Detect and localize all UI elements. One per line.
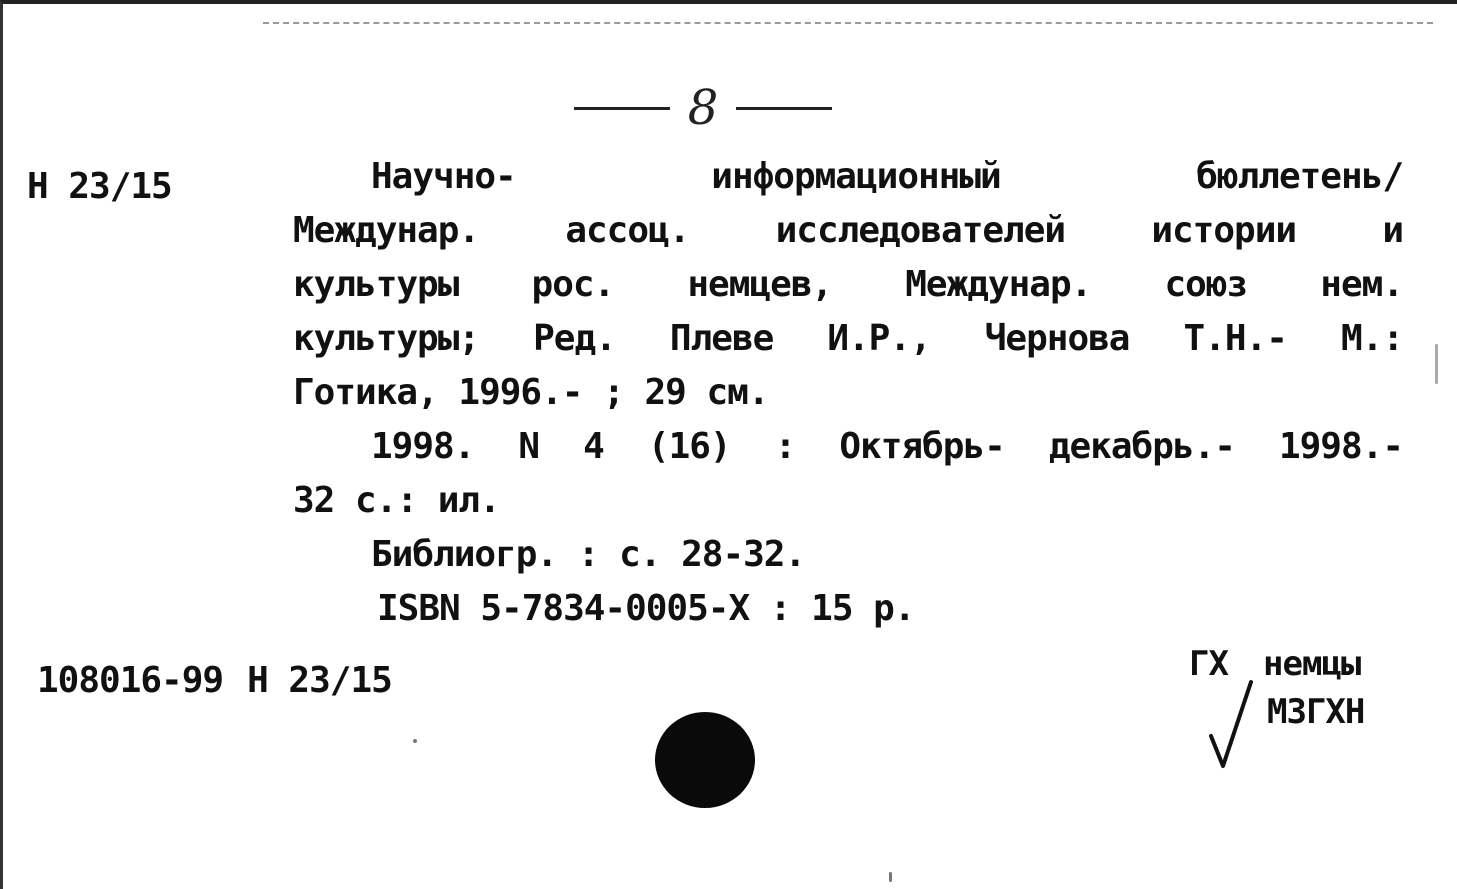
page-number-dash-left xyxy=(574,107,670,110)
issue-line: 32 с.: ил. xyxy=(293,480,500,521)
scan-speck xyxy=(413,739,417,743)
bibliography-note: Библиогр. : с. 28-32. xyxy=(371,534,806,575)
description-line: Научно- информационный бюллетень/ xyxy=(371,156,1403,197)
card-top-edge xyxy=(263,22,1433,24)
page-number xyxy=(543,78,863,138)
inventory-number: 108016-99 xyxy=(37,660,224,701)
check-mark-icon xyxy=(1203,674,1263,774)
subject-mark-left: ГХ xyxy=(1189,644,1228,684)
card-footer xyxy=(37,660,392,701)
bibliographic-description xyxy=(293,150,1403,636)
issue-line: 1998. N 4 (16) : Октябрь- декабрь.- 1998.- xyxy=(371,426,1403,467)
page-number-value: 8 xyxy=(687,80,719,136)
description-line: Готика, 1996.- ; 29 см. xyxy=(293,372,769,413)
subject-mark-right-bottom: МЗГХН xyxy=(1267,692,1365,732)
subject-marks xyxy=(1183,644,1423,774)
card-punch-hole xyxy=(655,712,755,808)
scan-speck xyxy=(1435,344,1438,384)
page-number-dash-right xyxy=(736,107,832,110)
shelf-mark-top: Н 23/15 xyxy=(27,166,172,207)
description-line: Междунар. ассоц. исследователей истории и xyxy=(293,210,1403,251)
description-line: культуры; Ред. Плеве И.Р., Чернова Т.Н.- М.: xyxy=(293,318,1403,359)
subject-mark-right-top: немцы xyxy=(1263,644,1361,684)
description-line: культуры рос. немцев, Междунар. союз нем. xyxy=(293,264,1403,305)
shelf-mark-bottom: Н 23/15 xyxy=(247,660,392,701)
isbn-price: ISBN 5-7834-0005-Х : 15 р. xyxy=(377,588,915,629)
scan-speck xyxy=(889,872,892,882)
